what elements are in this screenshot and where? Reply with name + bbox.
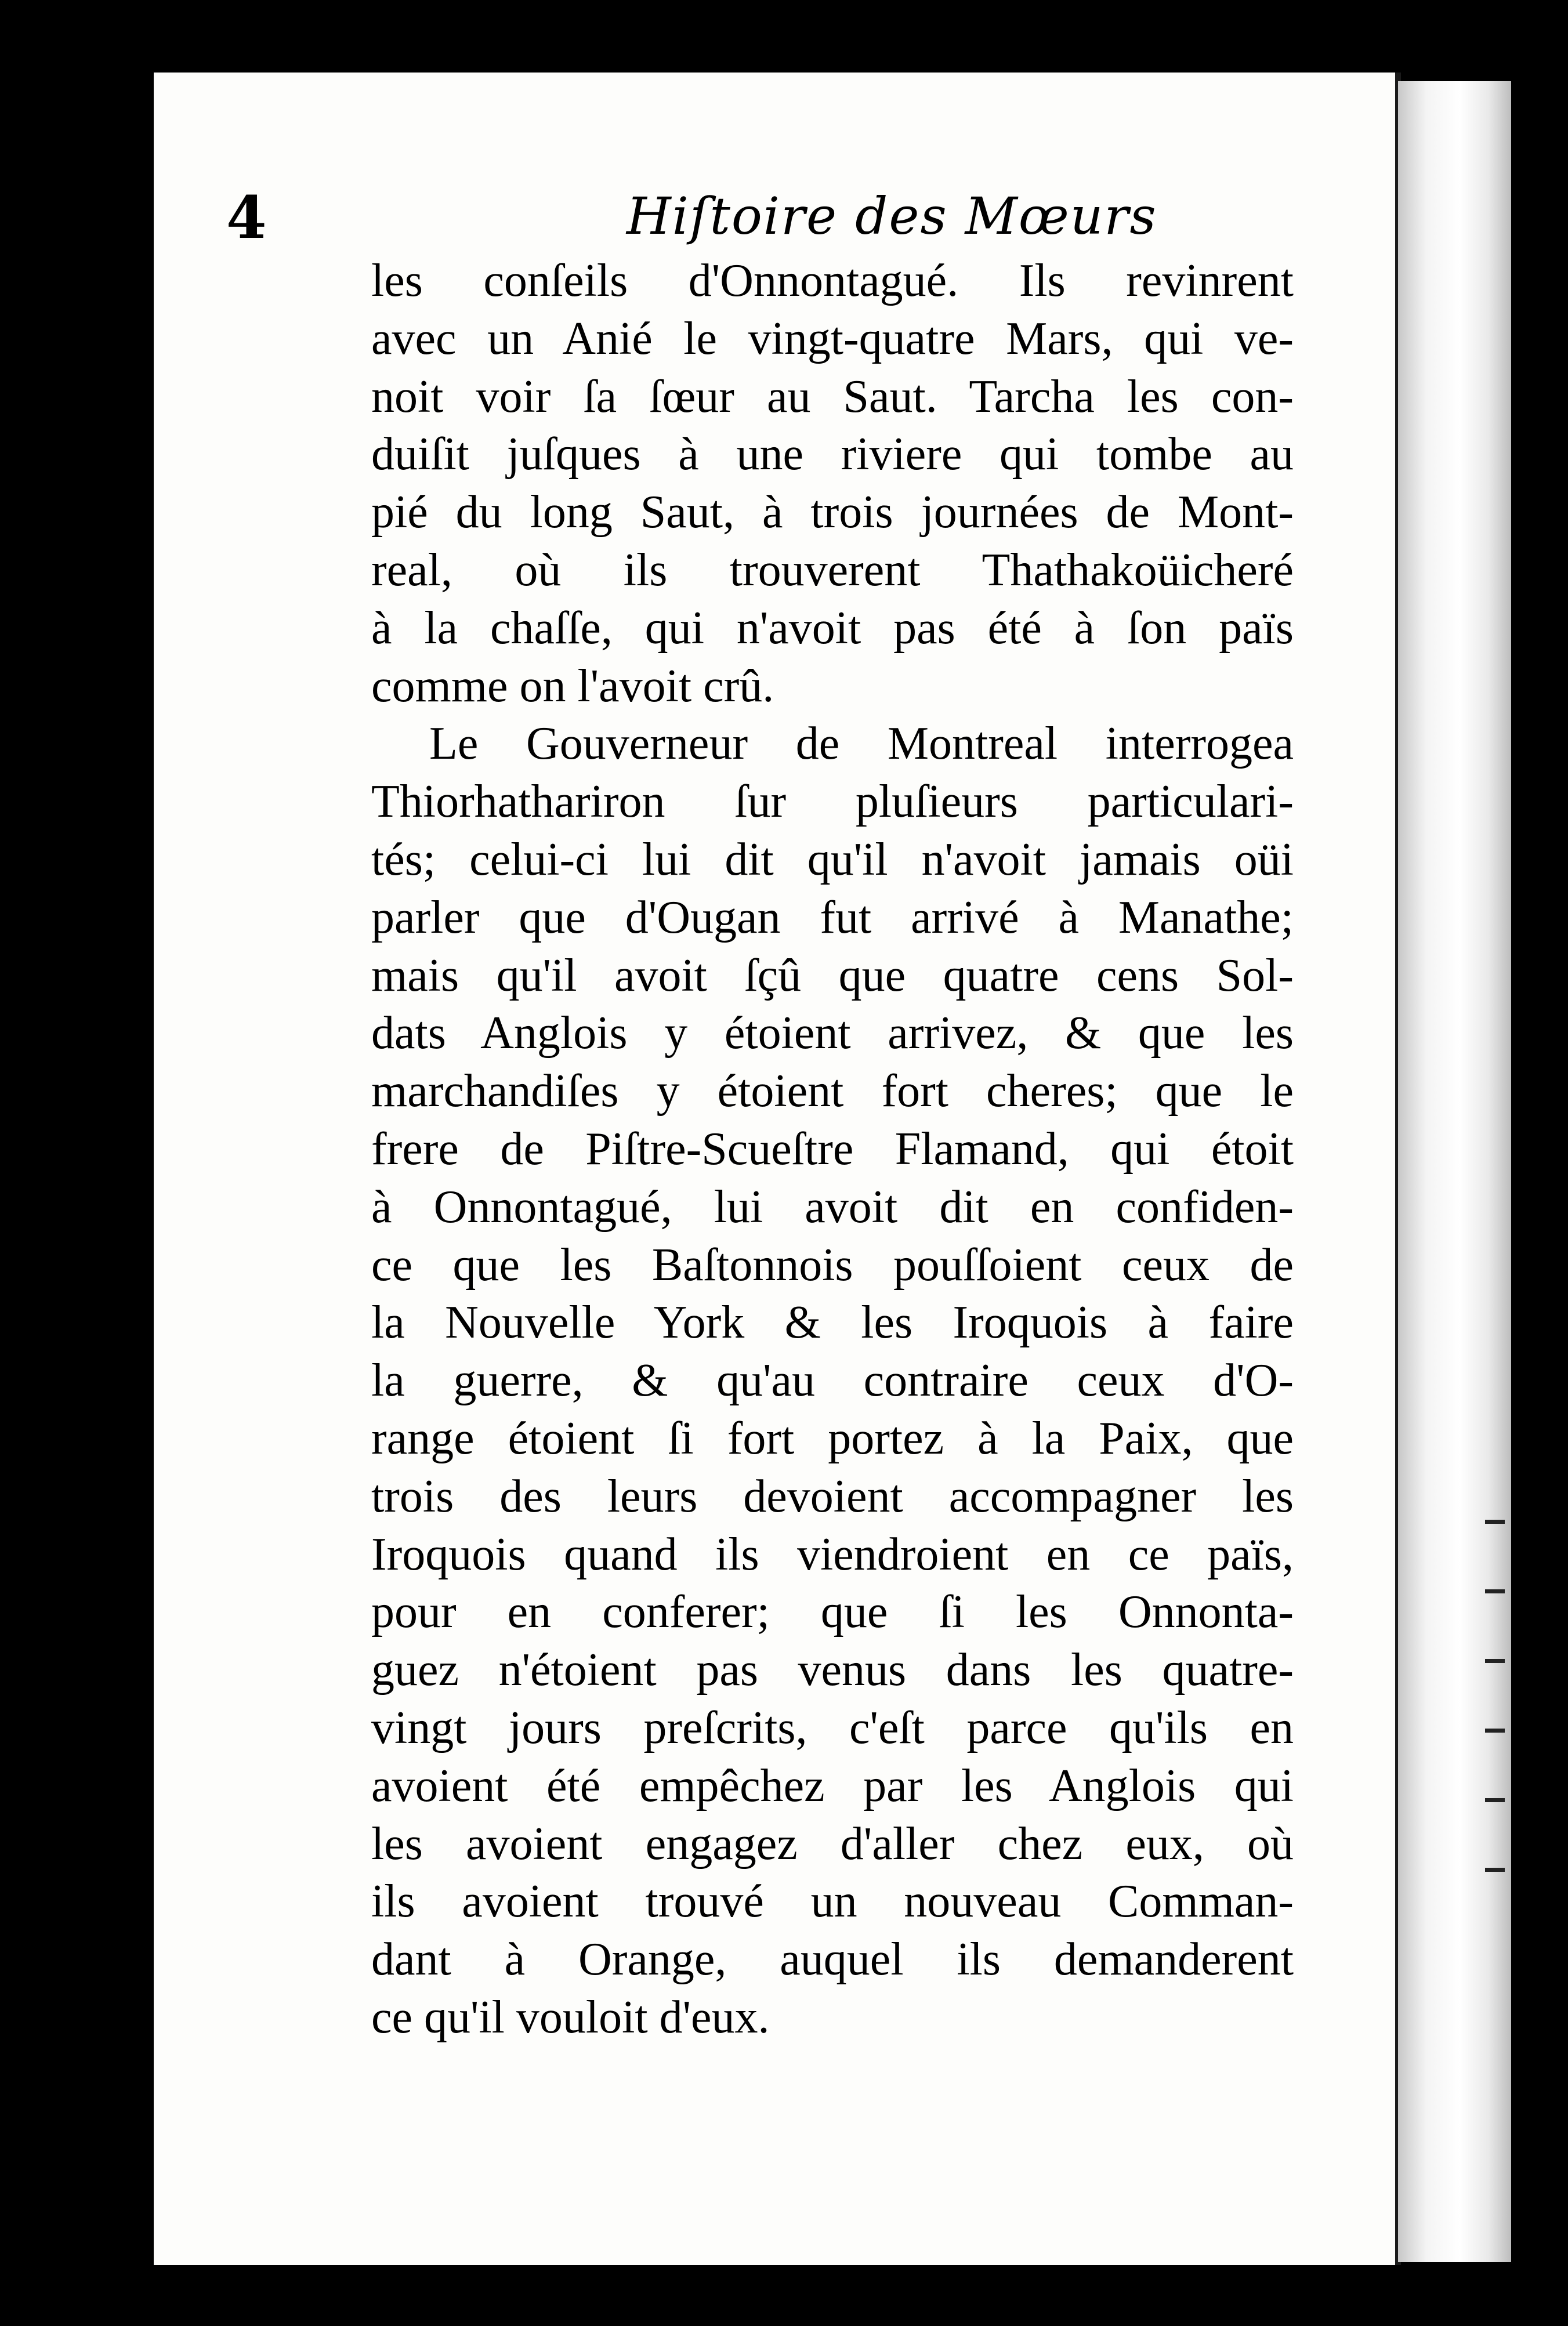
text-line: pour en conferer; que ſi les Onnonta- xyxy=(371,1586,1294,1638)
edge-speck xyxy=(1485,1729,1505,1733)
running-head: Hiſtoire des Mœurs xyxy=(627,186,1157,246)
text-line: ils avoient trouvé un nouveau Comman- xyxy=(371,1876,1294,1928)
text-line: la Nouvelle York & les Iroquois à faire xyxy=(371,1297,1294,1349)
text-line: les conſeils d'Onnontagué. Ils revinrent xyxy=(371,255,1294,306)
text-line: vingt jours preſcrits, c'eſt parce qu'ils en xyxy=(371,1702,1294,1753)
text-line: guez n'étoient pas venus dans les quatre- xyxy=(371,1644,1294,1696)
text-line: ce que les Baſtonnois pouſſoient ceux de xyxy=(371,1239,1294,1291)
text-line: frere de Piſtre-Scueſtre Flamand, qui étoit xyxy=(371,1123,1294,1175)
paragraph-start-line: Le Gouverneur de Montreal interrogea xyxy=(429,718,1294,770)
text-line: parler que d'Ougan fut arrivé à Manathe; xyxy=(371,892,1294,943)
text-line: avoient été empêchez par les Anglois qui xyxy=(371,1760,1294,1811)
text-line: à Onnontagué, lui avoit dit en confiden- xyxy=(371,1181,1294,1233)
text-line: tés; celui-ci lui dit qu'il n'avoit jamais oüi xyxy=(371,834,1294,885)
text-line: range étoient ſi fort portez à la Paix, que xyxy=(371,1412,1294,1464)
text-line: duiſit juſques à une riviere qui tombe au xyxy=(371,429,1294,480)
text-line: dant à Orange, auquel ils demanderent xyxy=(371,1934,1294,1986)
text-line: pié du long Saut, à trois journées de Mont- xyxy=(371,487,1294,538)
text-line: mais qu'il avoit ſçû que quatre cens Sol- xyxy=(371,950,1294,1001)
paragraph-end-line: comme on l'avoit crû. xyxy=(371,660,774,712)
edge-speck xyxy=(1485,1868,1505,1872)
text-line: les avoient engagez d'aller chez eux, où xyxy=(371,1818,1294,1870)
text-line: la guerre, & qu'au contraire ceux d'O- xyxy=(371,1355,1294,1407)
edge-speck xyxy=(1485,1659,1505,1663)
next-page-edge xyxy=(1398,81,1511,2262)
text-line: noit voir ſa ſœur au Saut. Tarcha les con- xyxy=(371,371,1294,422)
text-line: Thiorhathariron ſur pluſieurs particulari- xyxy=(371,776,1294,828)
paragraph-end-line: ce qu'il vouloit d'eux. xyxy=(371,1991,770,2043)
text-line: à la chaſſe, qui n'avoit pas été à ſon païs xyxy=(371,602,1294,654)
body-text xyxy=(371,252,1294,2047)
text-line: trois des leurs devoient accompagner les xyxy=(371,1470,1294,1522)
text-line: dats Anglois y étoient arrivez, & que les xyxy=(371,1008,1294,1059)
page-number: 4 xyxy=(226,183,267,252)
text-line: real, où ils trouverent Thathakoüicheré xyxy=(371,544,1294,596)
edge-speck xyxy=(1485,1589,1505,1593)
text-line: avec un Anié le vingt-quatre Mars, qui ve- xyxy=(371,313,1294,364)
text-line: marchandiſes y étoient fort cheres; que le xyxy=(371,1066,1294,1117)
edge-speck xyxy=(1485,1520,1505,1524)
edge-speck xyxy=(1485,1798,1505,1802)
text-line: Iroquois quand ils viendroient en ce païs, xyxy=(371,1528,1294,1580)
